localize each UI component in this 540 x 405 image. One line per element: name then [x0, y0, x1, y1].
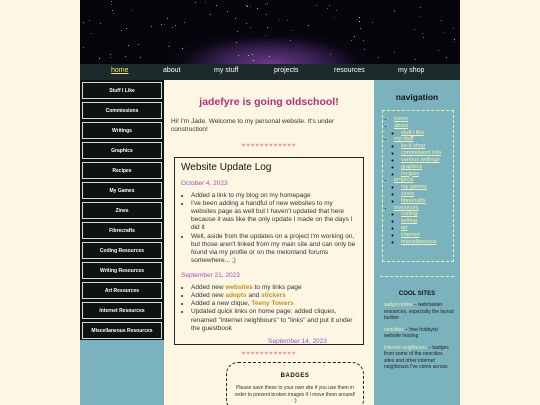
star: [110, 57, 111, 58]
list-item: [401, 232, 449, 239]
cool-site-link[interactable]: internet neighbours: [384, 344, 427, 351]
star: [236, 42, 237, 43]
sidebar-item-commissions[interactable]: Commissions: [82, 102, 162, 119]
star: [454, 41, 455, 42]
star: [354, 36, 355, 37]
nav-link-my-stuff[interactable]: my stuff: [394, 136, 414, 143]
sidebar-item-zines[interactable]: Zines: [82, 202, 162, 219]
list-item: [401, 164, 449, 171]
list-item: [401, 157, 449, 164]
starfield-banner: [80, 0, 460, 64]
cool-sites-title: COOL SITES: [398, 291, 436, 297]
star: [100, 23, 101, 24]
star: [175, 25, 176, 26]
nav-home[interactable]: home: [111, 67, 129, 74]
cool-site-desc: – webmaster resources, especially the layout builder: [384, 302, 454, 321]
star: [265, 35, 266, 36]
intro-text: Hi! I'm Jade. Welcome to my personal website. It's under construction!: [171, 118, 335, 134]
star: [168, 46, 169, 47]
nav-projects[interactable]: projects: [274, 67, 299, 74]
nav-link-graphics[interactable]: graphics: [401, 163, 423, 170]
cool-site-desc: – badges from some of the neocities sites and other internet neighbours I've come across: [384, 344, 449, 370]
hearts-divider: ♥♥♥♥♥♥♥♥♥♥♥♥: [241, 142, 297, 149]
star: [372, 22, 373, 23]
star: [414, 29, 415, 30]
cool-site-link[interactable]: sadgrl.online: [384, 302, 413, 308]
nav-link-recipes[interactable]: recipes: [401, 170, 420, 177]
star: [359, 17, 360, 18]
sidebar-item-misc-resources[interactable]: Miscellaneous Resources: [82, 322, 162, 339]
log-date: October 4, 2023: [181, 179, 228, 187]
star: [334, 17, 335, 18]
star: [110, 54, 111, 55]
star: [266, 14, 267, 15]
list-item: [394, 205, 449, 246]
star: [292, 30, 293, 31]
nav-sublist: [394, 184, 449, 204]
star: [351, 40, 352, 41]
left-sidebar: [80, 80, 164, 340]
star: [378, 57, 379, 58]
nav-link-about[interactable]: about: [394, 122, 408, 129]
star: [151, 26, 152, 27]
star: [237, 31, 238, 32]
main-content: [164, 80, 374, 405]
star: [128, 45, 129, 46]
star: [330, 54, 331, 55]
star: [422, 33, 423, 34]
star: [83, 22, 84, 23]
log-entry: • Updated quick links on home page: added cliques, renamed "internet neighbours" to "links" and put it under the guestbook: [191, 308, 357, 332]
sidebar-item-writings[interactable]: Writings: [82, 122, 162, 139]
star: [140, 57, 141, 58]
star: [441, 20, 442, 21]
star: [360, 28, 361, 29]
badges-text: Please save these to your own site if you use them in order to prevent broken images if I move them around! :): [234, 385, 356, 404]
star: [419, 16, 420, 17]
cool-site-item: [374, 302, 460, 322]
star: [253, 60, 254, 61]
badges-title: BADGES: [280, 373, 310, 379]
star: [182, 48, 183, 49]
nav-link-home[interactable]: home: [394, 116, 408, 122]
nav-sublist: [394, 130, 449, 137]
star: [290, 40, 291, 41]
list-item: [401, 225, 449, 232]
right-sidebar: [374, 80, 460, 405]
log-list: [181, 284, 357, 333]
sidebar-item-writing-resources[interactable]: Writing Resources: [82, 262, 162, 279]
list-item: [401, 218, 449, 225]
star: [394, 11, 395, 12]
log-entry: • Well, aside from the updates on a project I'm working on, but those aren't linked from my main site and can only be found via my profile or on the melonland forums somewhere... ;): [191, 233, 357, 266]
star: [247, 6, 248, 7]
star: [279, 20, 280, 21]
star: [205, 2, 206, 3]
nav-link-internet[interactable]: internet: [401, 231, 420, 238]
log-entry: [191, 300, 357, 308]
nav-sublist: [394, 143, 449, 177]
sidebar-item-internet-resources[interactable]: Internet Resources: [82, 302, 162, 319]
nav-link-writing[interactable]: writing: [401, 218, 418, 225]
star: [184, 22, 185, 23]
nav-link-my-games[interactable]: my games: [401, 184, 427, 191]
star: [364, 49, 365, 50]
nav-link-commission-info[interactable]: commission info: [401, 150, 442, 157]
divider: [380, 276, 454, 277]
nav-list: [387, 116, 449, 245]
nav-sublist: [394, 211, 449, 245]
star: [359, 21, 360, 22]
log-date: September 21, 2023: [181, 272, 240, 279]
sidebar-item-stuff-i-like[interactable]: Stuff I Like: [82, 82, 162, 99]
page: [80, 0, 460, 405]
star: [111, 1, 112, 2]
list-item: [401, 239, 449, 246]
page-title: jadefyre is going oldschool!: [199, 96, 339, 108]
star: [172, 27, 173, 28]
teeny-towers-link[interactable]: Teeny Towers: [251, 300, 294, 308]
star: [252, 54, 253, 55]
star: [125, 56, 126, 57]
list-item: [394, 177, 449, 204]
star: [308, 25, 309, 26]
star: [438, 50, 439, 51]
list-item: [401, 184, 449, 191]
list-item: [394, 116, 449, 123]
star: [267, 3, 268, 4]
star: [121, 30, 122, 31]
star: [238, 55, 239, 56]
star: [443, 32, 444, 33]
star: [227, 11, 228, 12]
star: [363, 40, 364, 41]
sidebar-item-fibrecrafts[interactable]: Fibrecrafts: [82, 222, 162, 239]
nav-my-shop[interactable]: my shop: [398, 67, 425, 74]
log-entry: [191, 284, 357, 292]
nav-link-resources[interactable]: resources: [394, 204, 419, 211]
star: [111, 4, 112, 5]
list-item: [401, 171, 449, 178]
star: [250, 27, 251, 28]
list-item: [401, 150, 449, 157]
list-item: [401, 211, 449, 218]
nav-link-coding[interactable]: coding: [401, 211, 418, 218]
star: [112, 10, 113, 11]
hearts-divider: ♥♥♥♥♥♥♥♥♥♥♥♥: [241, 350, 297, 357]
star: [126, 28, 127, 29]
log-text: Added a new clique,: [191, 300, 252, 308]
nav-link-various-writings[interactable]: various writings: [401, 156, 440, 163]
star: [132, 10, 133, 11]
star: [99, 58, 100, 59]
log-list: [181, 192, 357, 265]
star: [169, 46, 170, 47]
star: [164, 24, 165, 25]
nav-my-stuff[interactable]: my stuff: [214, 67, 239, 74]
list-item: [401, 143, 449, 150]
log-entry: • Added a link to my blog on my homepage: [191, 192, 357, 200]
log-text: Added new: [191, 292, 226, 300]
star: [420, 7, 421, 8]
nav-link-kofi-shop[interactable]: ko-fi shop: [401, 143, 426, 150]
star: [195, 2, 196, 3]
list-item: [401, 191, 449, 198]
nav-link-projects[interactable]: projects: [394, 177, 414, 184]
stickers-link[interactable]: stickers: [261, 292, 286, 300]
log-entry: [191, 292, 357, 300]
star: [415, 59, 416, 60]
list-item: [401, 130, 449, 137]
adopts-link[interactable]: adopts: [225, 292, 247, 300]
star: [394, 52, 395, 53]
star: [267, 27, 268, 28]
star: [336, 10, 337, 11]
star: [83, 47, 84, 48]
list-item: [394, 136, 449, 177]
star: [327, 8, 328, 9]
cool-site-item: [374, 327, 460, 340]
star: [423, 37, 424, 38]
star: [265, 4, 266, 5]
nav-link-art[interactable]: art: [401, 225, 408, 231]
sidebar-item-coding-resources[interactable]: Coding Resources: [82, 242, 162, 259]
star: [269, 56, 270, 57]
star: [446, 57, 447, 58]
star: [248, 55, 249, 56]
log-text: Added new: [191, 284, 226, 291]
nav-link-zines[interactable]: zines: [401, 190, 415, 197]
star: [257, 8, 258, 9]
star: [316, 5, 317, 6]
log-text: and: [246, 292, 262, 300]
list-item: [401, 198, 449, 205]
navigation-box: [382, 110, 454, 262]
navigation-title: navigation: [395, 92, 439, 102]
update-log-title: Website Update Log: [181, 161, 272, 173]
cool-site-item: [374, 345, 460, 371]
left-sidebar-fill: [80, 340, 164, 405]
sidebar-item-my-games[interactable]: My Games: [82, 182, 162, 199]
nav-resources[interactable]: resources: [334, 67, 365, 74]
star: [329, 5, 330, 6]
star: [235, 18, 236, 19]
star: [113, 13, 114, 14]
nav-about[interactable]: about: [163, 67, 181, 74]
log-date-cutoff: September 14, 2023: [268, 338, 327, 345]
log-entry: • I've been adding a handful of new websites to my websites page as well but I haven't updated that here because it was like the only update I made on the days I did it: [191, 200, 357, 233]
star: [250, 6, 251, 7]
star: [161, 24, 162, 25]
sidebar-item-recipes[interactable]: Recipes: [82, 162, 162, 179]
log-text: to my links page: [252, 284, 302, 291]
sidebar-item-graphics[interactable]: Graphics: [82, 142, 162, 159]
cool-site-desc: – free hobbyist website hosting: [384, 326, 438, 339]
top-nav: [80, 64, 460, 80]
star: [138, 44, 139, 45]
badges-box: [226, 362, 364, 405]
update-log[interactable]: [174, 157, 364, 345]
star: [287, 20, 288, 21]
cool-site-link[interactable]: neocities: [384, 326, 404, 333]
nav-link-stuff-i-like[interactable]: stuff i like: [401, 129, 425, 136]
star: [169, 42, 170, 43]
star: [246, 23, 247, 24]
nav-link-fibrecrafts[interactable]: fibrecrafts: [401, 197, 426, 204]
sidebar-item-art-resources[interactable]: Art Resources: [82, 282, 162, 299]
star: [167, 18, 168, 19]
nav-link-miscellaneous[interactable]: miscellaneous: [401, 238, 437, 245]
star: [89, 20, 90, 21]
star: [210, 14, 211, 15]
star: [453, 28, 454, 29]
websites-link[interactable]: websites: [225, 284, 253, 291]
star: [91, 33, 92, 34]
list-item: [394, 123, 449, 137]
star: [216, 5, 217, 6]
